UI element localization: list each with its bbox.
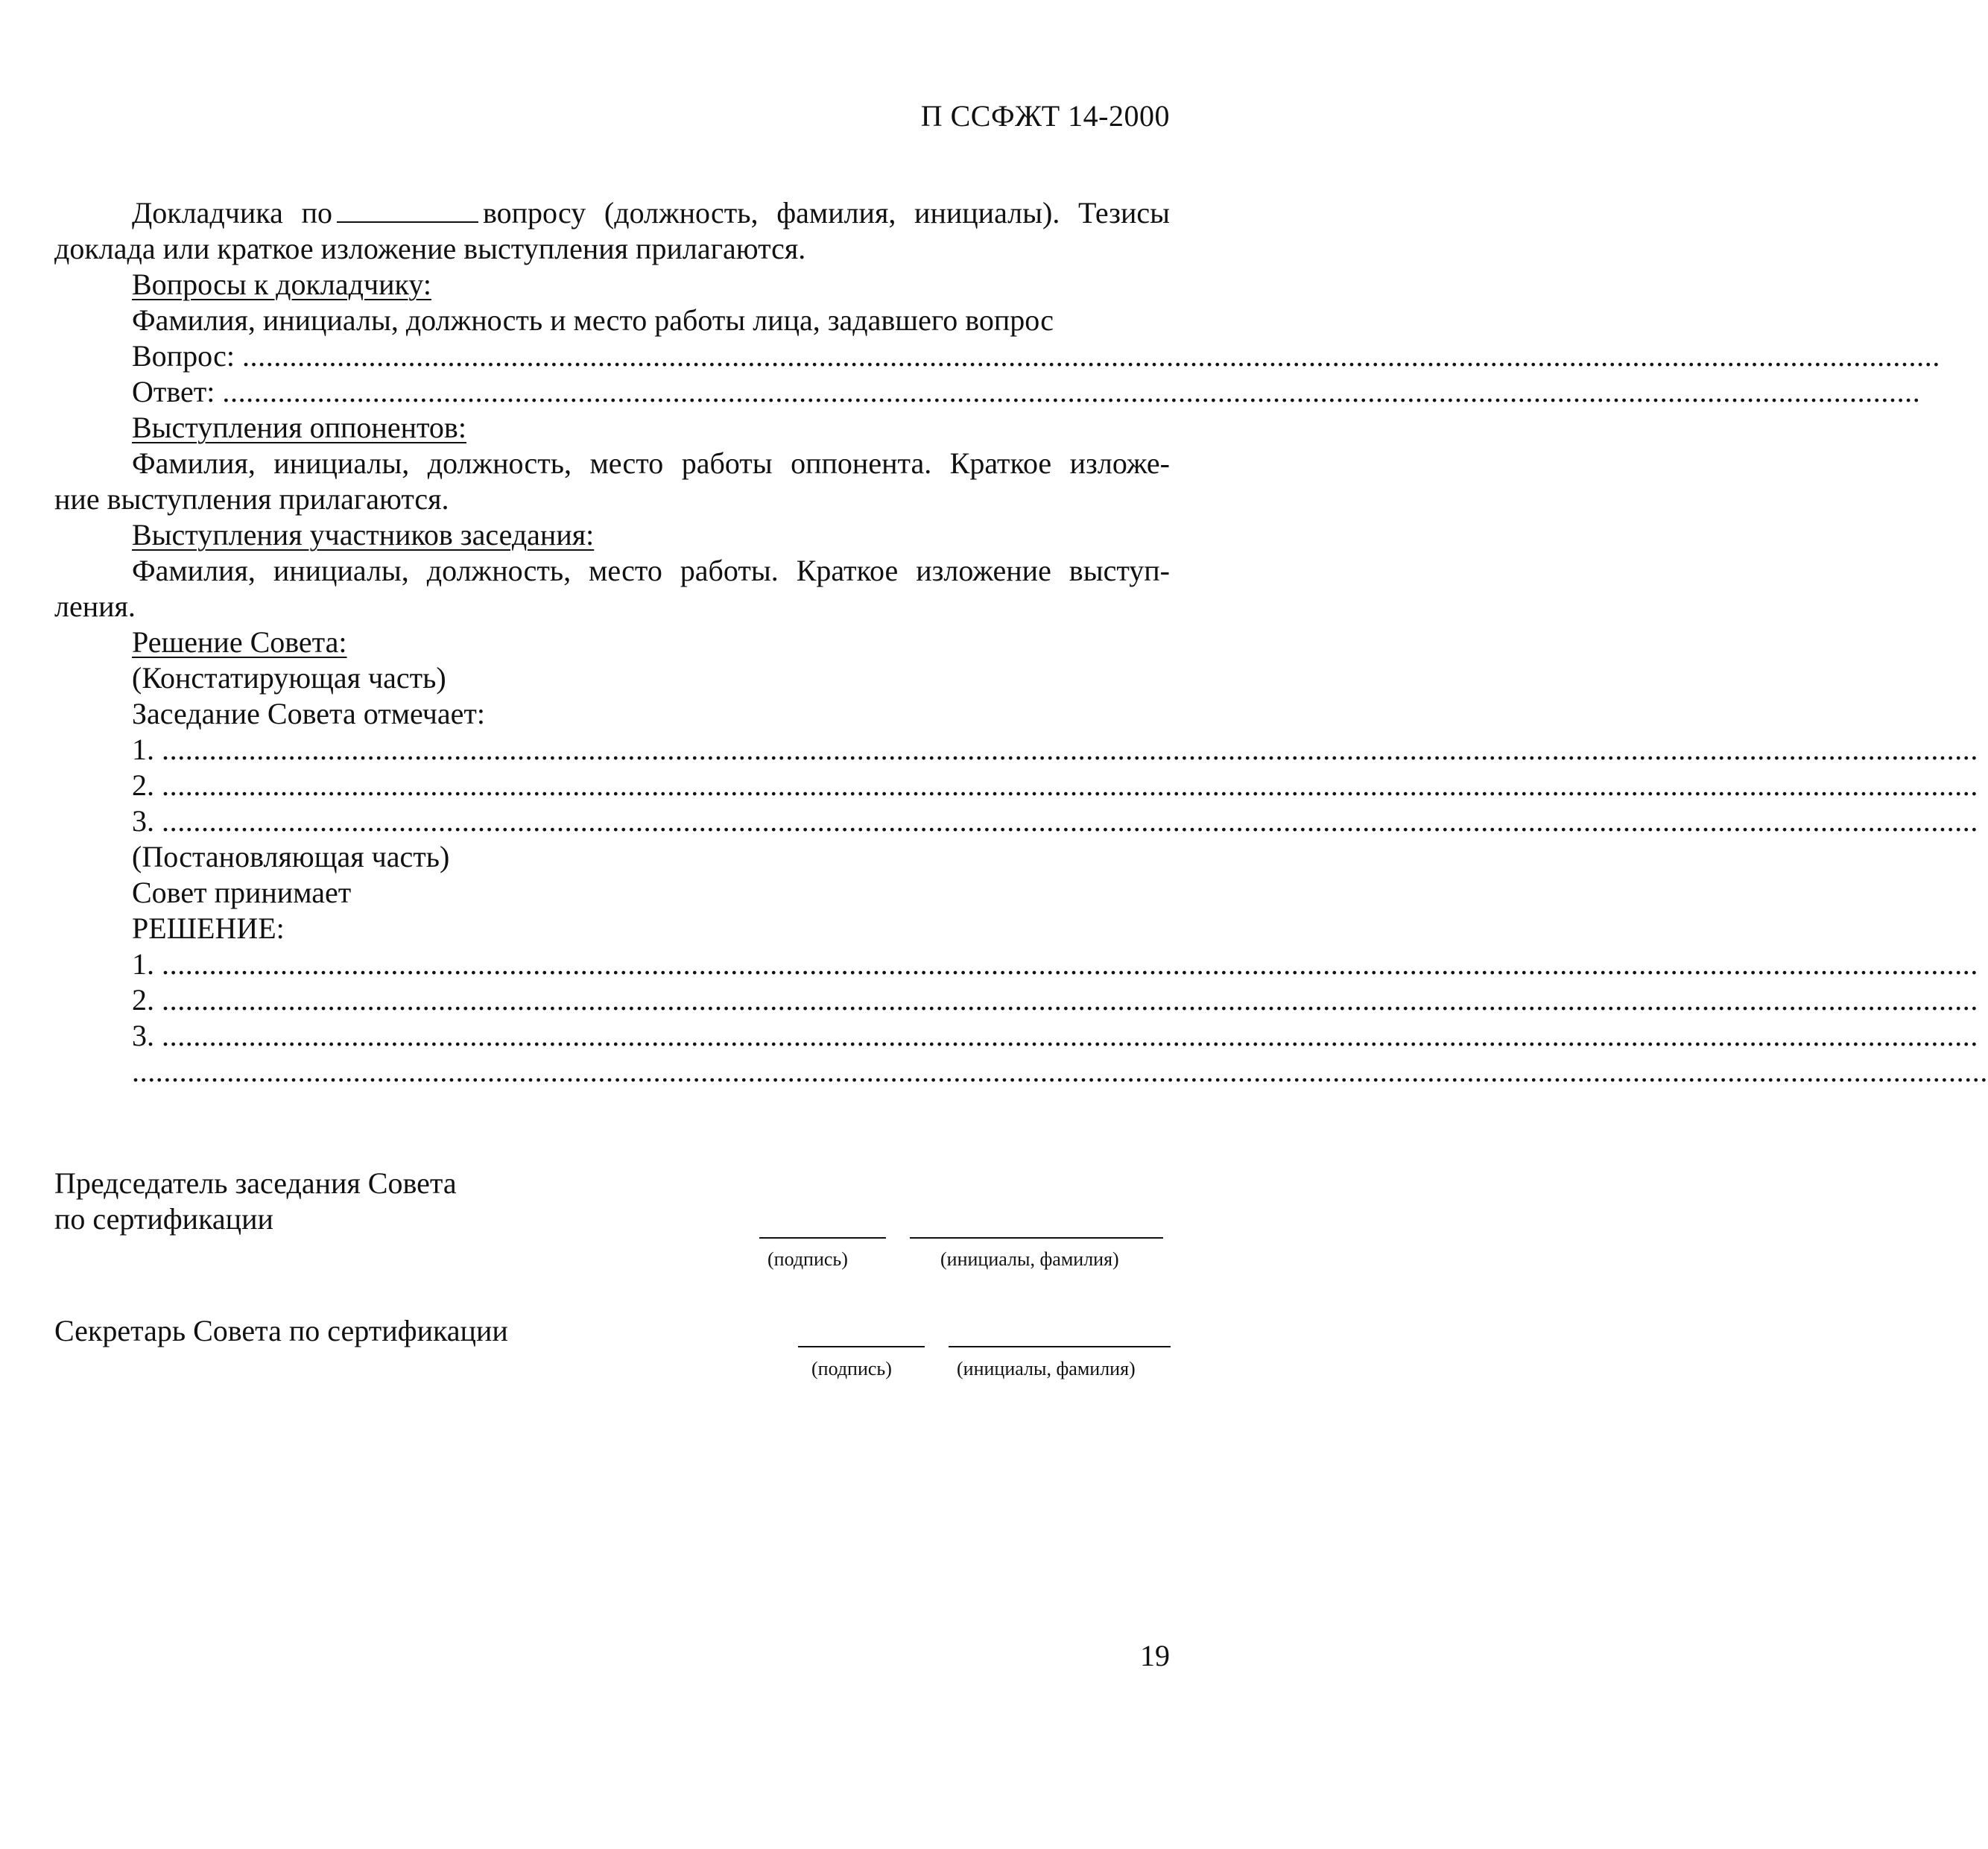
notes-item-dotted-line: ...................................................................................................................................................................................................................................... [162, 733, 1978, 766]
speaker-suffix: вопросу (должность, фамилия, инициалы). Тезисы [482, 196, 1170, 230]
opponents-line-2: ние выступления прилагаются. [54, 482, 449, 516]
participants-line-2: ления. [54, 590, 136, 623]
question-label: Вопрос: [132, 339, 235, 373]
questions-heading: Вопросы к докладчику: [132, 268, 431, 301]
decision-word: РЕШЕНИЕ: [132, 911, 285, 945]
decision-item-number: 1. [132, 947, 154, 981]
notes-item-number: 1. [132, 733, 154, 766]
issue-number-blank [337, 199, 478, 223]
ascertaining-part: (Констатирующая часть) [132, 661, 446, 695]
answer-label: Ответ: [132, 375, 215, 408]
continuation-dotted-line: ........................................................................................................................................................................................................................................... [132, 1055, 1988, 1088]
chair-name-caption: (инициалы, фамилия) [940, 1248, 1119, 1270]
secretary-title: Секретарь Совета по сертификации [54, 1314, 508, 1347]
resolving-part: (Постановляющая часть) [132, 840, 450, 873]
notes-item-dotted-line: ...................................................................................................................................................................................................................................... [162, 804, 1978, 838]
participants-line-1: Фамилия, инициалы, должность, место работы. Краткое изложение выступ- [132, 554, 1170, 587]
questions-description: Фамилия, инициалы, должность и место работы лица, задавшего вопрос [132, 303, 1054, 337]
chair-name-line [910, 1237, 1163, 1239]
document-body [54, 195, 1988, 1090]
decision-item-dotted-line: ...................................................................................................................................................................................................................................... [162, 1019, 1978, 1052]
secretary-signature-line [798, 1346, 925, 1347]
notes-item-number: 3. [132, 804, 154, 838]
chair-title-line-2: по сертификации [54, 1202, 273, 1236]
decision-heading: Решение Совета: [132, 625, 347, 659]
secretary-signature-caption: (подпись) [811, 1358, 892, 1379]
decision-item-dotted-line: ...................................................................................................................................................................................................................................... [162, 983, 1978, 1017]
notes-item-dotted-line: ...................................................................................................................................................................................................................................... [162, 768, 1978, 802]
decision-item-3 [54, 1018, 1978, 1054]
chair-title-line-1: Председатель заседания Совета [54, 1166, 457, 1200]
notes-item-2 [54, 768, 1978, 803]
chair-signature-caption: (подпись) [767, 1248, 848, 1270]
secretary-name-caption: (инициалы, фамилия) [957, 1358, 1136, 1379]
notes-item-1 [54, 732, 1978, 768]
decision-item-number: 3. [132, 1019, 154, 1052]
notes-item-3 [54, 803, 1978, 839]
decision-item-1 [54, 946, 1978, 982]
decision-item-2 [54, 982, 1978, 1018]
answer-dotted-line: ....................................................................................................................................................................................................................... [222, 375, 1921, 408]
participants-heading-line [54, 517, 1172, 553]
document-code: П ССФЖТ 14-2000 [920, 99, 1170, 133]
decision-item-dotted-line: ...................................................................................................................................................................................................................................... [162, 947, 1978, 981]
opponents-heading-line [54, 410, 1172, 446]
question-dotted-line: ....................................................................................................................................................................................................................... [241, 339, 1940, 373]
page-number: 19 [1140, 1639, 1170, 1672]
chair-signature-line [759, 1237, 886, 1239]
speaker-paragraph-line-2: доклада или краткое изложение выступления прилагаются. [54, 232, 806, 265]
question-row [54, 338, 1940, 374]
speaker-prefix: Докладчика по [132, 196, 332, 230]
decision-item-number: 2. [132, 983, 154, 1017]
decision-heading-line [54, 625, 1172, 660]
continuation-dotted-row [54, 1054, 1988, 1090]
opponents-heading: Выступления оппонентов: [132, 411, 466, 444]
opponents-line-1: Фамилия, инициалы, должность, место работы оппонента. Краткое изложе- [132, 446, 1170, 480]
notes-item-number: 2. [132, 768, 154, 802]
council-notes: Заседание Совета отмечает: [132, 697, 485, 730]
answer-row [54, 374, 1921, 410]
participants-heading: Выступления участников заседания: [132, 518, 595, 551]
council-adopts: Совет принимает [132, 876, 352, 909]
speaker-paragraph-line-1 [54, 195, 1170, 231]
questions-heading-line [54, 267, 1172, 303]
secretary-name-line [949, 1346, 1171, 1347]
